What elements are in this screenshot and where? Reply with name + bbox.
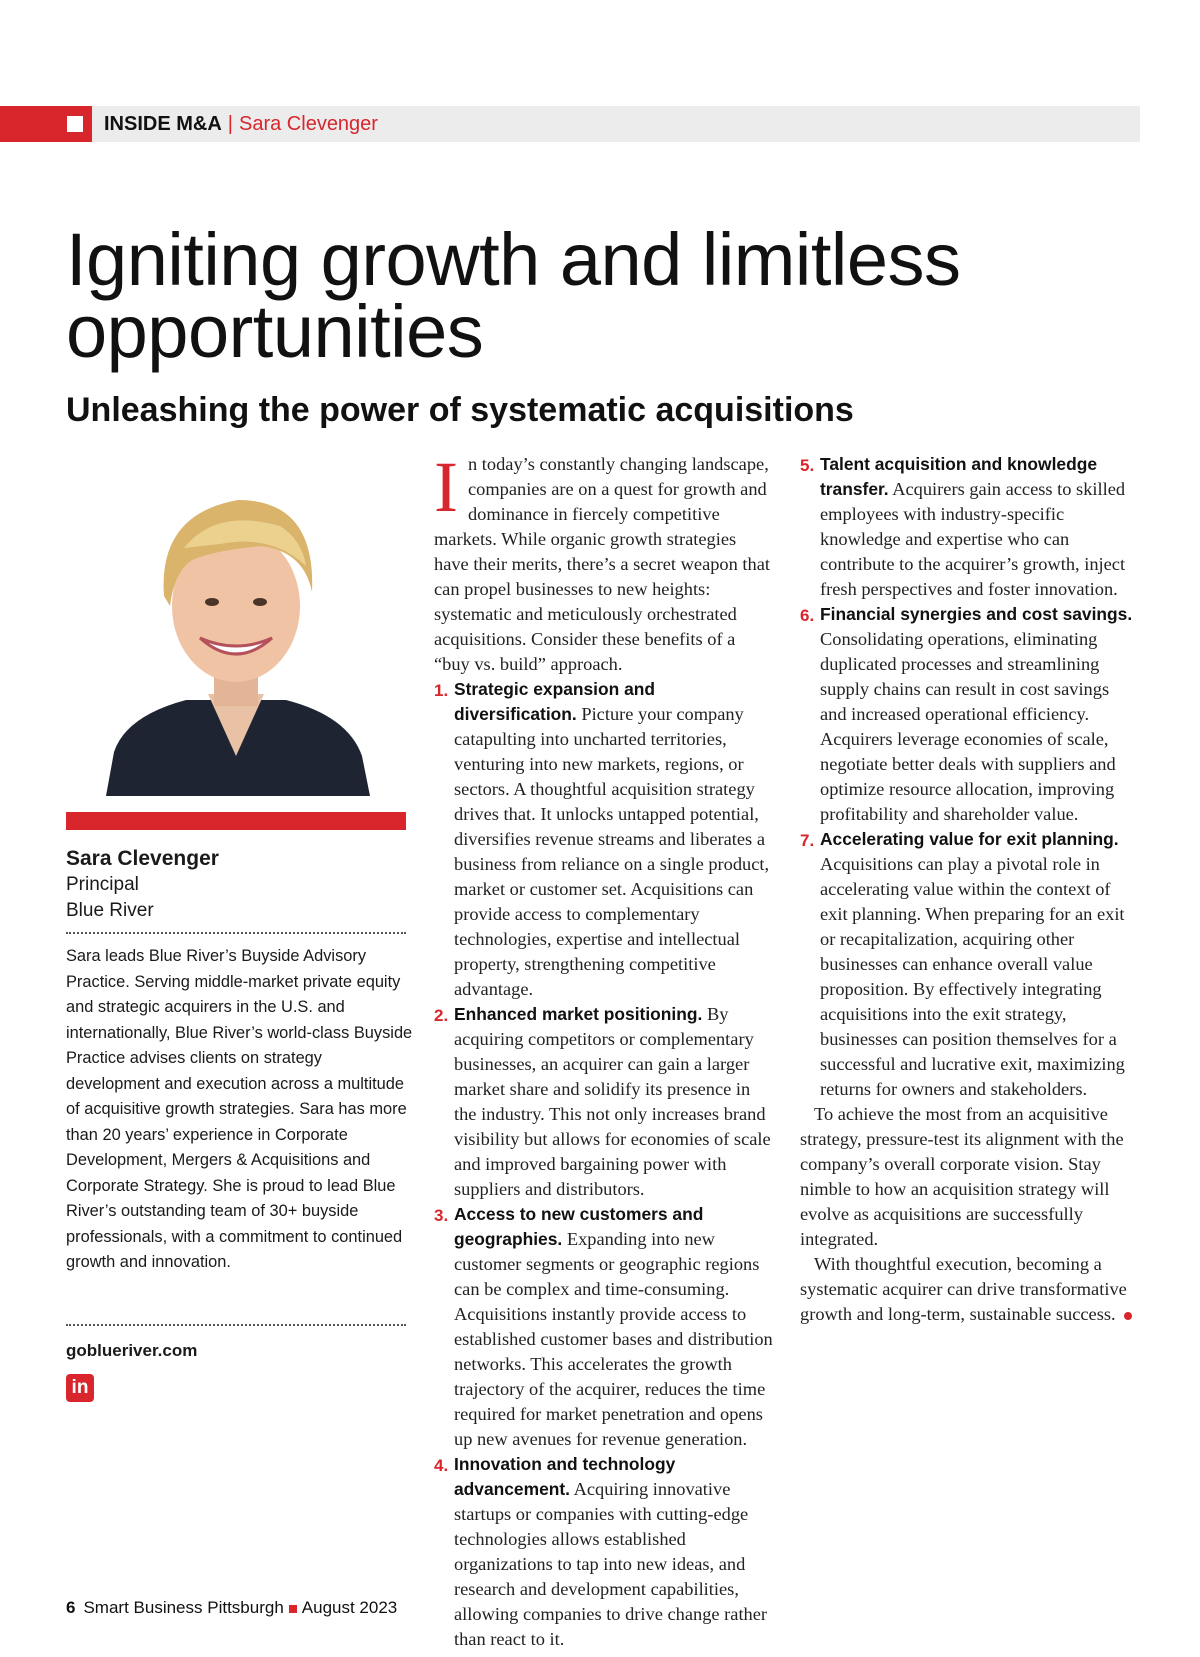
footer-square-icon — [289, 1605, 297, 1613]
list-item: 1. Strategic expansion and diversification. Picture your company catapulting into uncharted territories, venturing into new markets, regions, or sectors. A thoughtful acquisition strategy drives that. It unlocks untapped potential, diversifies revenue streams and liberates a business from reliance on a single product, market or customer set. Acquisitions can provide access to complementary technologies, expertise and intellectual property, strengthening competitive advantage. — [434, 679, 770, 999]
bio-divider — [66, 932, 406, 934]
section-label: INSIDE M&A — [104, 113, 222, 135]
article-column-2 — [800, 452, 1140, 1327]
closing-paragraph-final: With thoughtful execution, becoming a systematic acquirer can drive transformative growth and long-term, sustainable success. — [800, 1252, 1140, 1327]
page-footer — [66, 1598, 397, 1618]
website-link[interactable]: goblueriver.com — [66, 1341, 198, 1360]
article-subtitle: Unleashing the power of systematic acquisitions — [66, 391, 854, 429]
author-photo — [66, 456, 406, 796]
article-column-1 — [434, 447, 774, 1652]
list-item: 5. Talent acquisition and knowledge transfer. Acquirers gain access to skilled employees with industry-specific knowledge and expertise who can contribute to the acquirer’s growth, inject fresh perspectives and foster innovation. — [800, 454, 1126, 599]
drop-cap: I — [434, 447, 458, 527]
issue-date: August 2023 — [301, 1598, 398, 1617]
header-author: Sara Clevenger — [239, 113, 378, 135]
bio-text: Sara leads Blue River’s Buyside Advisory Practice. Serving middle-market private equity and strategic acquirers in the U.S. and internationally, Blue River’s world-class Buyside Practice advises clients on strategy development and execution across a multitude of acquisitive growth strategies. Sara has more than 20 years’ experience in Corporate Development, Mergers & Acquisitions and Corporate Strategy. She is proud to lead Blue River’s outstanding team of 30+ buyside professionals, with a commitment to continued growth and innovation. — [66, 947, 413, 1271]
page-number: 6 — [66, 1598, 76, 1617]
section-header-band — [0, 106, 1140, 142]
list-item: 3. Access to new customers and geographies. Expanding into new customer segments or geographic regions can be complex and time-consuming. Acquisitions instantly provide access to established customer bases and distribution networks. This accelerates the growth trajectory of the acquirer, reduces the time required for market penetration and opens up new avenues for revenue generation. — [434, 1204, 773, 1449]
list-item: 4. Innovation and technology advancement. Acquiring innovative startups or companies with cutting-edge technologies allows established organizations to tap into new ideas, and research and development capabilities, allowing companies to drive change rather than react to it. — [434, 1454, 768, 1649]
list-item: 2. Enhanced market positioning. By acquiring competitors or complementary businesses, an acquirer can gain a larger market share and solidify its presence in the industry. This not only increases brand visibility but allows for economies of scale and improved bargaining power with suppliers and distributors. — [434, 1004, 771, 1199]
article-title: Igniting growth and limitless opportunities — [66, 218, 961, 373]
header-square-icon — [67, 116, 83, 132]
closing-paragraph: To achieve the most from an acquisitive strategy, pressure-test its alignment with the company’s overall corporate vision. Stay nimble to how an acquisition strategy will evolve as acquisitions are successfully integrated. — [800, 1104, 1124, 1249]
end-mark-icon — [1124, 1312, 1132, 1320]
bio-accent-bar — [66, 812, 406, 830]
bio-role: Principal — [66, 874, 139, 895]
bio-company: Blue River — [66, 900, 154, 921]
list-item: 7. Accelerating value for exit planning. Acquisitions can play a pivotal role in accelerating value within the context of exit planning. When preparing for an exit or recapitalization, acquiring other businesses can enhance overall value proposition. By effectively integrating acquisitions into the exit strategy, businesses can position themselves for a successful and lucrative exit, maximizing returns for owners and stakeholders. — [800, 829, 1125, 1099]
intro-paragraph: In today’s constantly changing landscape, companies are on a quest for growth and dominance in fiercely competitive markets. While organic growth strategies have their merits, there’s a secret weapon that can propel businesses to new heights: systematic and meticulously orchestrated acquisitions. Consider these benefits of a “buy vs. build” approach. — [434, 447, 770, 674]
section-header — [104, 106, 378, 142]
list-item: 6. Financial synergies and cost savings. Consolidating operations, eliminating duplicated processes and streamlining supply chains can result in cost savings and increased operational efficiency. Acquirers leverage economies of scale, negotiate better deals with suppliers and optimize resource allocation, improving profitability and shareholder value. — [800, 604, 1133, 824]
bio-name: Sara Clevenger — [66, 847, 219, 870]
bio-divider-bottom — [66, 1324, 406, 1326]
header-separator: | — [227, 113, 233, 135]
header-accent-block — [0, 106, 92, 142]
publication-name: Smart Business Pittsburgh — [83, 1598, 284, 1617]
linkedin-icon[interactable]: in — [66, 1374, 94, 1402]
